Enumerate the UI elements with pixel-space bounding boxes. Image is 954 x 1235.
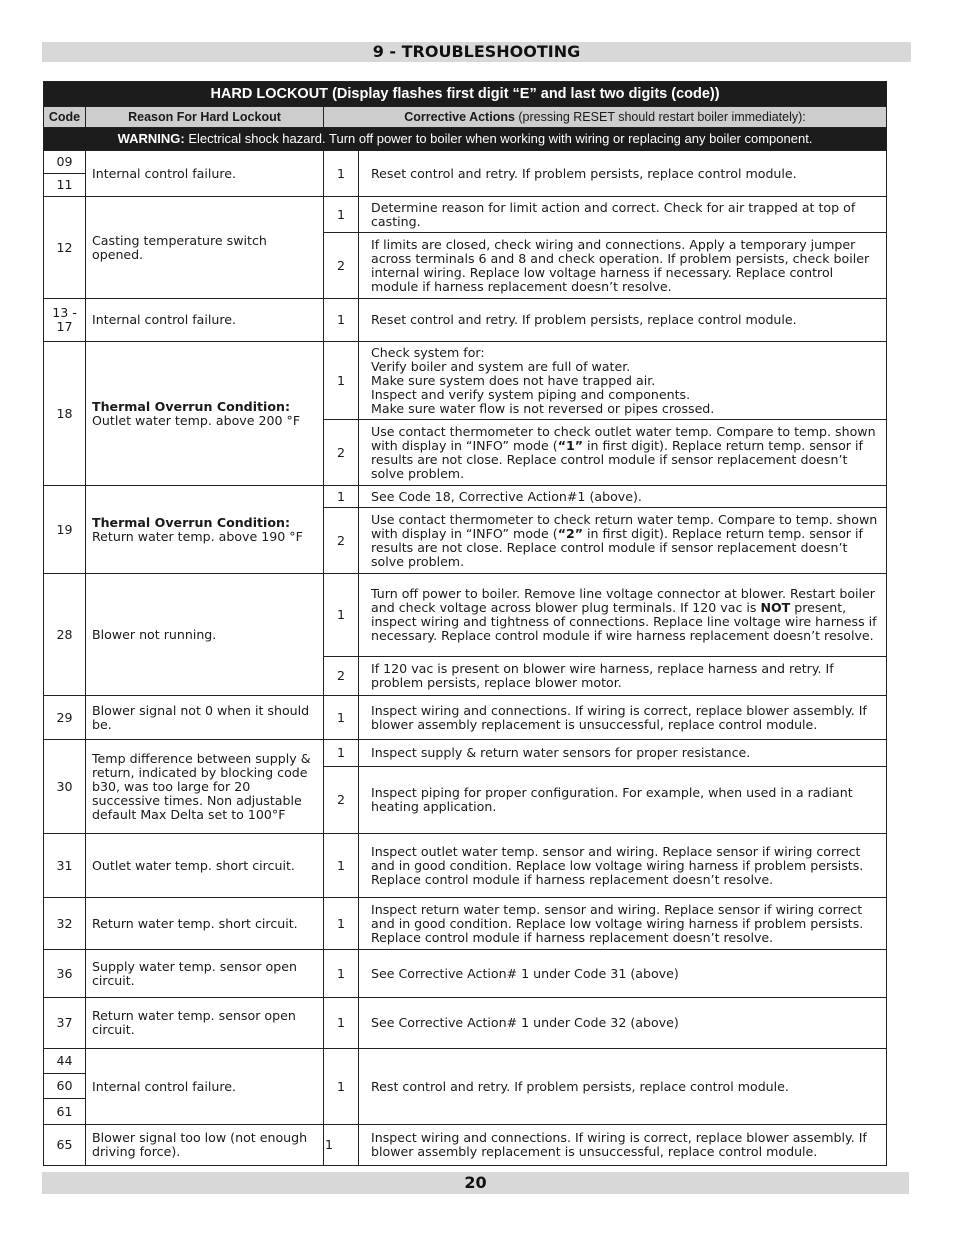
- action-number: 1: [324, 299, 359, 342]
- action-number: 2: [324, 767, 359, 834]
- code-cell: 36: [44, 950, 86, 998]
- action-cell: If limits are closed, check wiring and connections. Apply a temporary jumper across terminals 6 and 8 and check operation. If problem persists, check boiler internal wiring. Replace low voltage harness if necessary. Replace control module if harness replacement doesn’t resolve.: [359, 233, 887, 299]
- reason-cell: Temp difference between supply & return, indicated by blocking code b30, was too large for 20 successive times. Non adjustable default Max Delta set to 100°F: [86, 740, 324, 834]
- action-line: Make sure system does not have trapped air.: [371, 372, 656, 388]
- action-cell: Reset control and retry. If problem persists, replace control module.: [359, 299, 887, 342]
- actions-header-note: (pressing RESET should restart boiler immediately):: [514, 110, 806, 124]
- code-cell: 60: [44, 1074, 86, 1099]
- reason-cell: Blower signal too low (not enough driving force).: [86, 1125, 324, 1166]
- action-number: 2: [324, 420, 359, 486]
- action-number: 1: [324, 740, 359, 767]
- action-text: Turn off power to boiler. Remove line voltage connector at blower. Restart boiler and check voltage across blower plug terminals. If 120 vac is: [371, 586, 875, 615]
- action-cell: [359, 508, 887, 574]
- action-number: 2: [324, 657, 359, 696]
- action-bold: NOT: [760, 600, 791, 615]
- action-cell: If 120 vac is present on blower wire harness, replace harness and retry. If problem persists, replace blower motor.: [359, 657, 887, 696]
- action-line: Verify boiler and system are full of water.: [371, 358, 631, 374]
- action-bold: “2”: [557, 525, 584, 541]
- action-number: 1: [324, 486, 359, 508]
- action-bold: “1”: [557, 437, 584, 453]
- reason-cell: Return water temp. short circuit.: [86, 898, 324, 950]
- action-number: 2: [324, 233, 359, 299]
- code-cell: 29: [44, 696, 86, 740]
- action-number: 1: [324, 1049, 359, 1125]
- action-cell: Inspect return water temp. sensor and wiring. Replace sensor if wiring correct and in good condition. Replace low voltage wiring harness if problem persists. Replace control module if harness replacement doesn’t resolve.: [359, 898, 887, 950]
- action-text: present, inspect wiring and tightness of connections. Replace line voltage wire harness if necessary. Replace control module if wire harness replacement doesn’t resolve.: [371, 600, 877, 643]
- reason-cell: Casting temperature switch opened.: [86, 197, 324, 299]
- action-cell: Reset control and retry. If problem persists, replace control module.: [359, 151, 887, 197]
- action-line: Inspect and verify system piping and components.: [371, 386, 691, 402]
- action-cell: [359, 574, 887, 657]
- section-title: 9 - TROUBLESHOOTING: [42, 42, 911, 62]
- action-cell: See Corrective Action# 1 under Code 32 (above): [359, 998, 887, 1049]
- warning-banner: [44, 128, 887, 151]
- action-number: 1: [324, 834, 359, 898]
- action-number: 1: [324, 696, 359, 740]
- action-number: 1: [324, 342, 359, 420]
- action-number: 1: [324, 950, 359, 998]
- reason-bold: Thermal Overrun Condition:: [92, 514, 291, 530]
- action-text: Use contact thermometer to check return water temp. Compare to temp. shown with display in “INFO” mode (: [371, 511, 878, 541]
- warning-label: WARNING:: [117, 131, 185, 146]
- code-cell: 11: [44, 174, 86, 197]
- code-cell: 13 - 17: [44, 299, 86, 342]
- action-cell: Rest control and retry. If problem persists, replace control module.: [359, 1049, 887, 1125]
- action-number: 1: [324, 898, 359, 950]
- column-header-actions: [324, 107, 887, 128]
- column-header-reason: Reason For Hard Lockout: [86, 107, 324, 128]
- hard-lockout-table: [43, 81, 887, 1166]
- reason-cell: Internal control failure.: [86, 1049, 324, 1125]
- action-text: in first digit). Replace return temp. sensor if results are not close. Replace control module if sensor replacement doesn’t solve problem.: [371, 525, 863, 569]
- code-cell: 32: [44, 898, 86, 950]
- reason-cell: [86, 342, 324, 486]
- reason-cell: Outlet water temp. short circuit.: [86, 834, 324, 898]
- action-cell: Inspect piping for proper configuration. For example, when used in a radiant heating application.: [359, 767, 887, 834]
- reason-cell: [86, 486, 324, 574]
- action-number: 1: [324, 151, 359, 197]
- action-cell: Inspect wiring and connections. If wiring is correct, replace blower assembly. If blower assembly replacement is unsuccessful, replace control module.: [359, 1125, 887, 1166]
- reason-bold: Thermal Overrun Condition:: [92, 398, 291, 414]
- reason-cell: Blower not running.: [86, 574, 324, 696]
- table-title: HARD LOCKOUT (Display flashes first digit “E” and last two digits (code)): [44, 82, 887, 107]
- reason-cell: Return water temp. sensor open circuit.: [86, 998, 324, 1049]
- action-cell: Inspect outlet water temp. sensor and wiring. Replace sensor if wiring correct and in good condition. Replace low voltage wiring harness if problem persists. Replace control module if harness replacement doesn’t resolve.: [359, 834, 887, 898]
- reason-cell: Internal control failure.: [86, 299, 324, 342]
- code-cell: 12: [44, 197, 86, 299]
- code-cell: 65: [44, 1125, 86, 1166]
- action-cell: See Corrective Action# 1 under Code 31 (above): [359, 950, 887, 998]
- code-cell: 37: [44, 998, 86, 1049]
- reason-cell: Internal control failure.: [86, 151, 324, 197]
- page-number: 20: [42, 1172, 909, 1194]
- action-text: Use contact thermometer to check outlet water temp. Compare to temp. shown with display in “INFO” mode (: [371, 423, 876, 453]
- warning-text: Electrical shock hazard. Turn off power to boiler when working with wiring or replacing any boiler component.: [184, 131, 813, 146]
- action-number: 1: [324, 574, 359, 657]
- action-cell: Determine reason for limit action and correct. Check for air trapped at top of casting.: [359, 197, 887, 233]
- code-cell: 31: [44, 834, 86, 898]
- action-line: Make sure water flow is not reversed or pipes crossed.: [371, 400, 715, 416]
- action-cell: [359, 420, 887, 486]
- code-cell: 61: [44, 1099, 86, 1125]
- code-cell: 09: [44, 151, 86, 174]
- code-cell: 18: [44, 342, 86, 486]
- column-header-code: Code: [44, 107, 86, 128]
- code-cell: 44: [44, 1049, 86, 1074]
- action-number: 2: [324, 508, 359, 574]
- code-cell: 30: [44, 740, 86, 834]
- actions-header-bold: Corrective Actions: [404, 110, 515, 124]
- action-cell: Inspect supply & return water sensors for proper resistance.: [359, 740, 887, 767]
- action-text: in first digit). Replace return temp. sensor if results are not close. Replace control module if sensor replacement doesn’t solve problem.: [371, 437, 863, 481]
- action-cell: [359, 342, 887, 420]
- action-cell: Inspect wiring and connections. If wiring is correct, replace blower assembly. If blower assembly replacement is unsuccessful, replace control module.: [359, 696, 887, 740]
- action-number: 1: [324, 197, 359, 233]
- reason-cell: Blower signal not 0 when it should be.: [86, 696, 324, 740]
- code-cell: 28: [44, 574, 86, 696]
- action-line: Check system for:: [371, 344, 485, 360]
- reason-detail: Return water temp. above 190 °F: [92, 528, 303, 544]
- action-cell: See Code 18, Corrective Action#1 (above).: [359, 486, 887, 508]
- action-number: 1: [324, 1125, 359, 1166]
- reason-detail: Outlet water temp. above 200 °F: [92, 412, 301, 428]
- code-cell: 19: [44, 486, 86, 574]
- reason-cell: Supply water temp. sensor open circuit.: [86, 950, 324, 998]
- action-number: 1: [324, 998, 359, 1049]
